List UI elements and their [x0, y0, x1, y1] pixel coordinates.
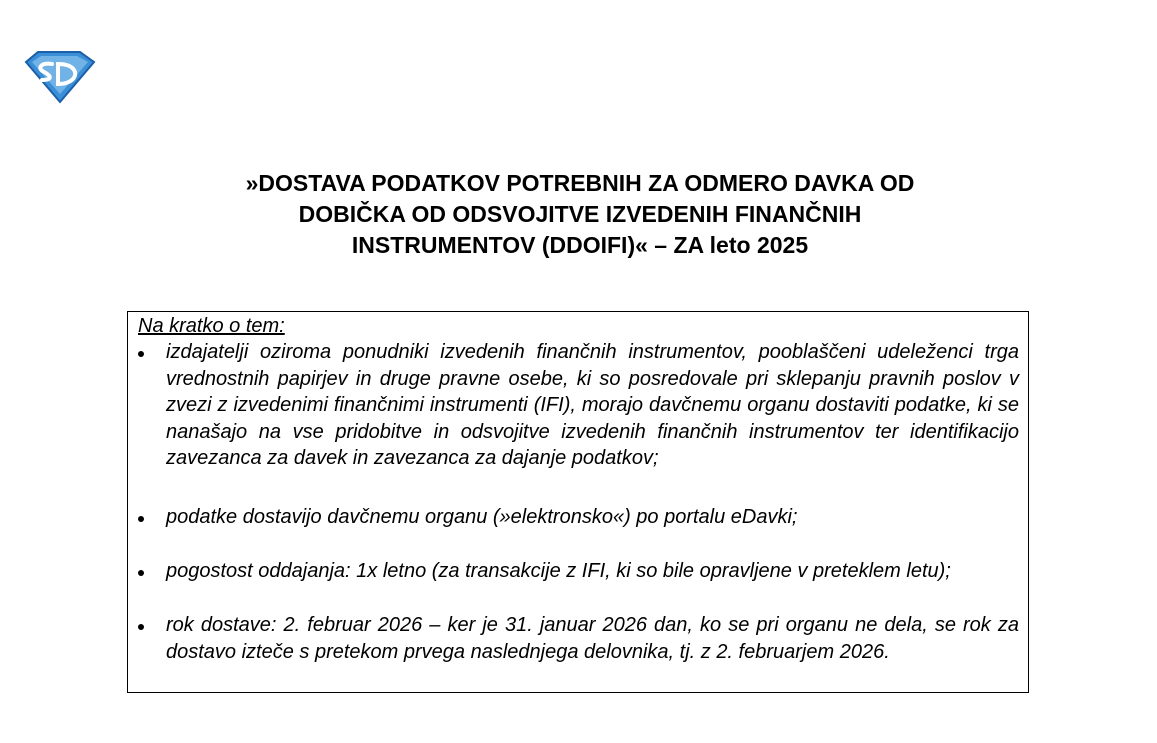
summary-heading: Na kratko o tem:	[138, 315, 285, 337]
sd-shield-logo-icon	[22, 50, 96, 104]
bullet-icon	[138, 624, 144, 630]
title-line-3: INSTRUMENTOV (DDOIFI)« – ZA leto 2025	[351, 232, 809, 258]
summary-item-2: podatke dostavijo davčnemu organu (»elektronsko«) po portalu eDavki;	[166, 506, 798, 528]
document-title	[150, 168, 1010, 261]
bullet-icon	[138, 516, 144, 522]
summary-item-4: rok dostave: 2. februar 2026 – ker je 31. januar 2026 dan, ko se pri organu ne dela, se rok za dostavo izteče s pretekom prvega naslednjega delovnika, tj. z 2. februarjem 2026.	[166, 614, 1019, 663]
bullet-icon	[138, 351, 144, 357]
bullet-icon	[138, 570, 144, 576]
summary-item-3: pogostost oddajanja: 1x letno (za transakcije z IFI, ki so bile opravljene v preteklem letu);	[166, 560, 951, 582]
summary-item-1: izdajatelji oziroma ponudniki izvedenih finančnih instrumentov, pooblaščeni udeleženci trga vrednostnih papirjev in druge pravne osebe, ki so posredovale pri sklepanju pravnih poslov v zvezi z izvedenimi finančnimi instrumenti (IFI), morajo davčnemu organu dostaviti podatke, ki se nanašajo na vse pridobitve in odsvojitve izvedenih finančnih instrumentov ter identifikacijo zavezanca za davek in zavezanca za dajanje podatkov;	[166, 341, 1019, 469]
summary-box	[127, 311, 1029, 693]
title-line-1: »DOSTAVA PODATKOV POTREBNIH ZA ODMERO DAVKA OD	[245, 170, 915, 196]
title-line-2: DOBIČKA OD ODSVOJITVE IZVEDENIH FINANČNIH	[298, 201, 862, 227]
